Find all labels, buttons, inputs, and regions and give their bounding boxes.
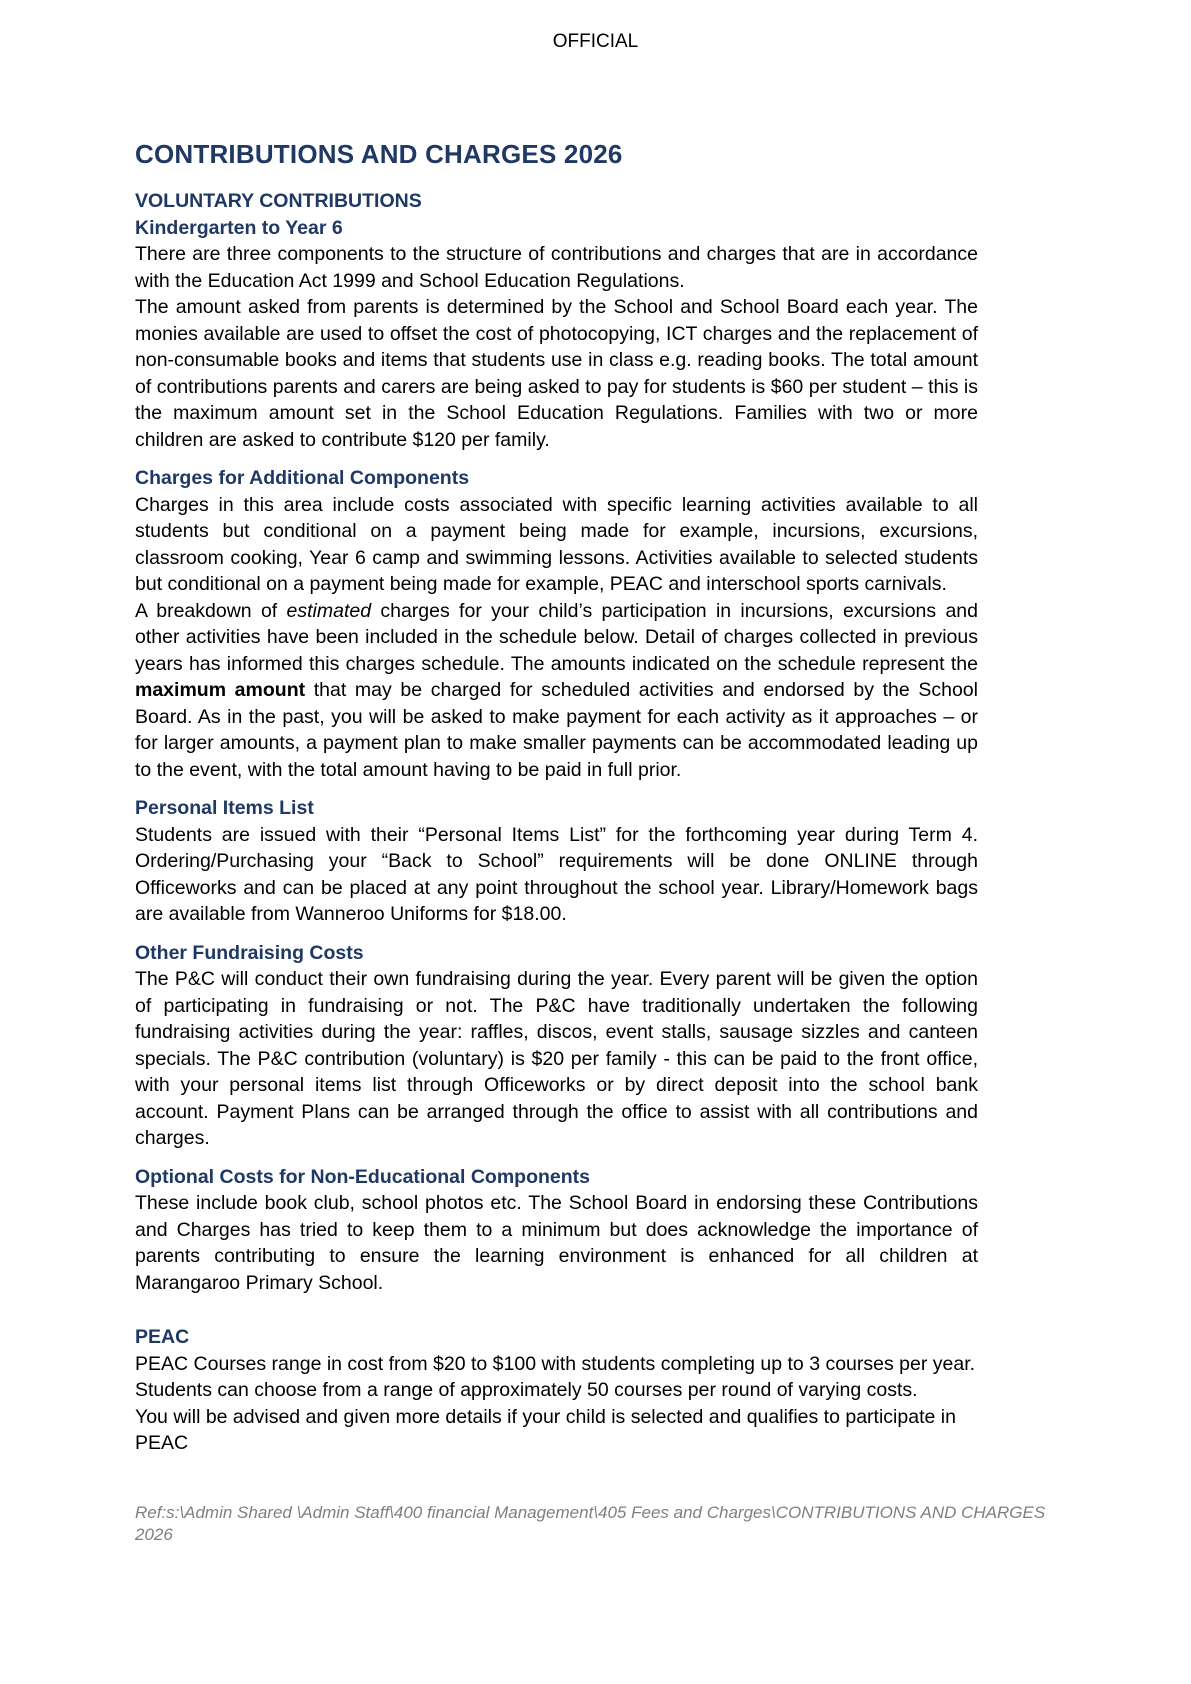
classification-header bbox=[0, 30, 1191, 54]
section-heading-peac: PEAC bbox=[135, 1326, 190, 1348]
paragraph: Students are issued with their “Personal Items List” for the forthcoming year during Term 4. Ordering/Purchasing your “Back to School” requirements will be done ONLINE through Officeworks and can be placed at any point throughout the school year. Library/Homework bags are available from Wanneroo Uniforms for $18.00. bbox=[135, 823, 978, 925]
paragraph: Students can choose from a range of approximately 50 courses per round of varying costs. bbox=[135, 1379, 918, 1401]
section-heading-additional: Charges for Additional Components bbox=[135, 467, 470, 489]
section-subheading-kindergarten: Kindergarten to Year 6 bbox=[135, 216, 343, 239]
paragraph: These include book club, school photos etc. The School Board in endorsing these Contributions and Charges has tried to keep them to a minimum but does acknowledge the importance of parents contributing to ensure the learning environment is enhanced for all children at Marangaroo Primary School. bbox=[135, 1192, 978, 1294]
paragraph: There are three components to the structure of contributions and charges that are in accordance with the Education Act 1999 and School Education Regulations. bbox=[135, 243, 978, 292]
paragraph-rich bbox=[135, 598, 978, 784]
paragraph: You will be advised and given more details if your child is selected and qualifies to participate in PEAC bbox=[135, 1405, 956, 1454]
section-peac bbox=[135, 1324, 978, 1457]
section-voluntary-contributions bbox=[135, 188, 978, 453]
text-run: charges for your child’s participation in incursions, excursions and other activities have been included in the schedule below. Detail of charges collected in previous years has informed this charges schedule. The amounts indicated on the schedule represent the bbox=[135, 599, 978, 675]
section-heading-voluntary: VOLUNTARY CONTRIBUTIONS bbox=[135, 190, 422, 212]
section-heading-optional: Optional Costs for Non-Educational Components bbox=[135, 1165, 590, 1188]
text-run: that may be charged for scheduled activities and endorsed by the School Board. As in the past, you will be asked to make payment for each activity as it approaches – or for larger amounts, a payment plan to make smaller payments can be accommodated leading up to the event, with the total amount having to be paid in full prior. bbox=[135, 679, 978, 781]
section-additional-components bbox=[135, 465, 978, 783]
paragraph: The P&C will conduct their own fundraising during the year. Every parent will be given the option of participating in fundraising or not. The P&C have traditionally undertaken the following fundraising activities during the year: raffles, discos, event stalls, sausage sizzles and canteen specials. The P&C contribution (voluntary) is $20 per family - this can be paid to the front office, with your personal items list through Officeworks or by direct deposit into the school bank account. Payment Plans can be arranged through the office to assist with all contributions and charges. bbox=[135, 968, 978, 1149]
section-heading-fundraising: Other Fundraising Costs bbox=[135, 941, 364, 964]
document-footer bbox=[135, 1502, 1055, 1546]
paragraph: The amount asked from parents is determined by the School and School Board each year. The monies available are used to offset the cost of photocopying, ICT charges and the replacement of non-consumable books and items that students use in class e.g. reading books. The total amount of contributions parents and carers are being asked to pay for students is $60 per student – this is the maximum amount set in the School Education Regulations. Families with two or more children are asked to contribute $120 per family. bbox=[135, 296, 978, 451]
section-other-fundraising-costs bbox=[135, 940, 978, 1152]
classification-label: OFFICIAL bbox=[552, 31, 639, 52]
page-title: CONTRIBUTIONS AND CHARGES 2026 bbox=[135, 139, 623, 169]
section-heading-personal-items: Personal Items List bbox=[135, 797, 314, 819]
text-run-italic-estimated: estimated bbox=[286, 599, 372, 622]
section-personal-items-list bbox=[135, 795, 978, 928]
section-optional-costs bbox=[135, 1164, 978, 1297]
text-run-bold-maximum-amount: maximum amount bbox=[135, 679, 306, 701]
text-run: A breakdown of bbox=[135, 599, 287, 622]
footer-reference-path: Ref:s:\Admin Shared \Admin Staff\400 financial Management\405 Fees and Charges\CONTRIBUTIONS AND CHARGES 2026 bbox=[135, 1503, 1046, 1544]
document-content bbox=[135, 138, 978, 1457]
paragraph: Charges in this area include costs associated with specific learning activities available to all students but conditional on a payment being made for example, incursions, excursions, classroom cooking, Year 6 camp and swimming lessons. Activities available to selected students but conditional on a payment being made for example, PEAC and interschool sports carnivals. bbox=[135, 493, 978, 595]
paragraph: PEAC Courses range in cost from $20 to $100 with students completing up to 3 courses per year. bbox=[135, 1352, 976, 1375]
